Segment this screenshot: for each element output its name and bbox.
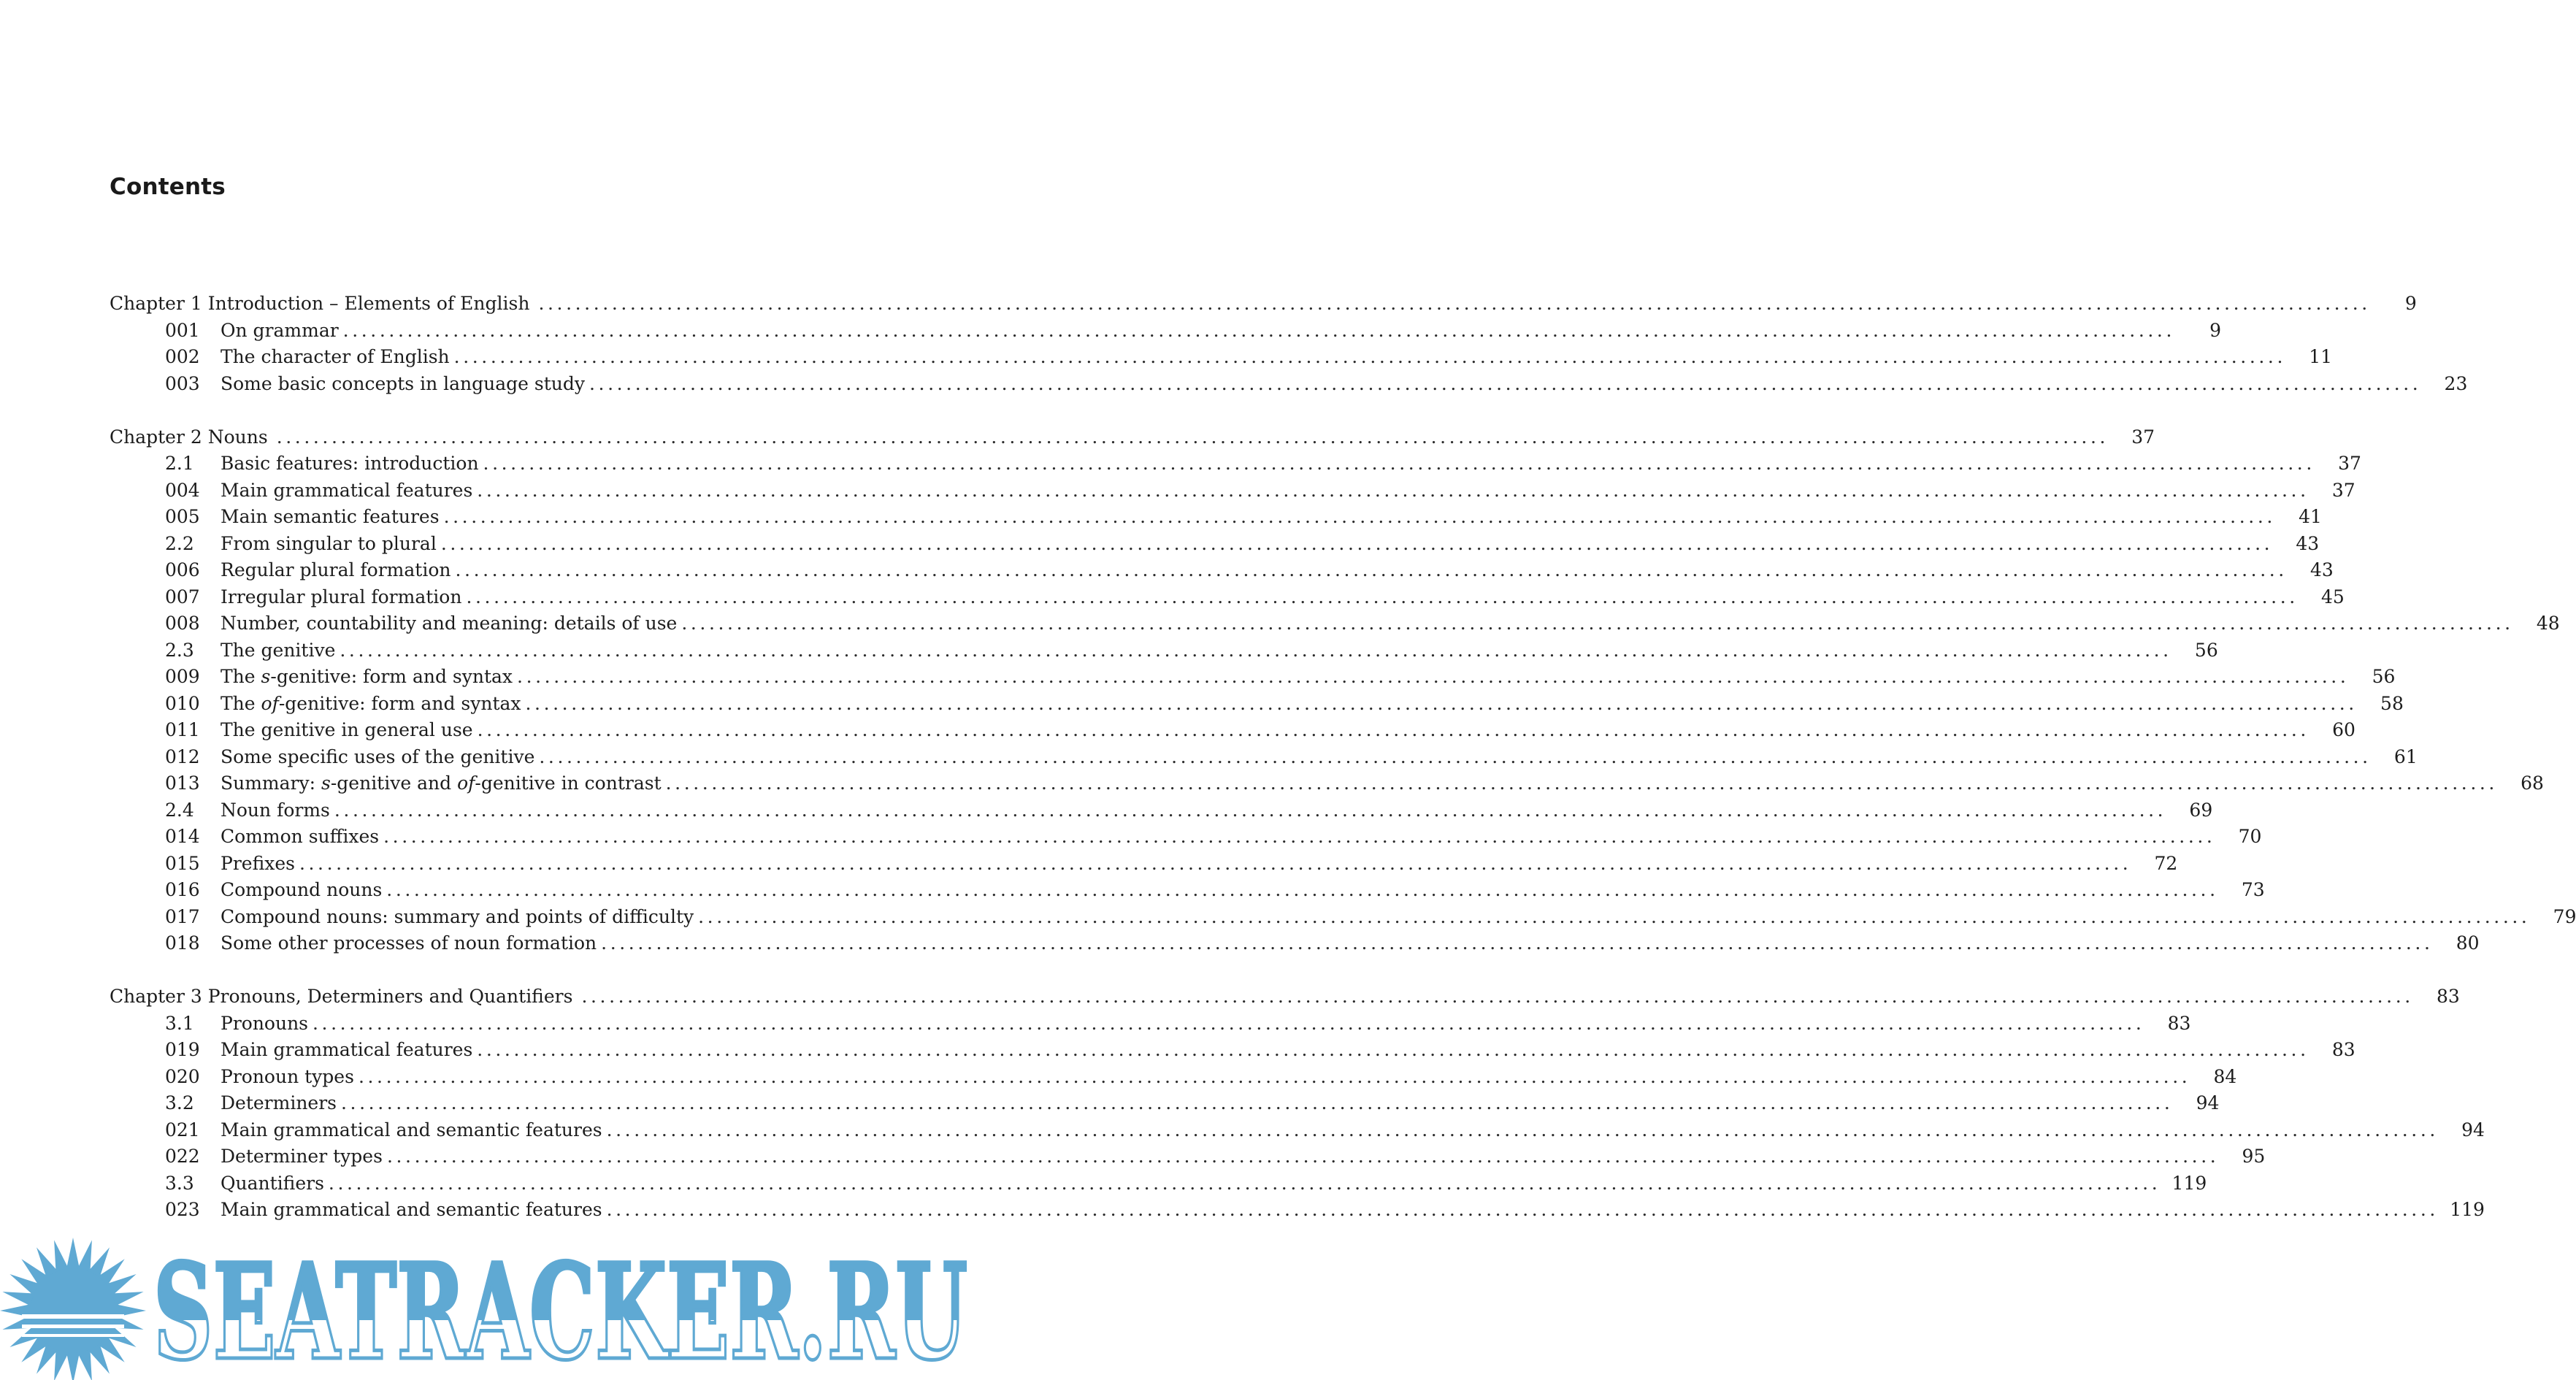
section-number: 012: [165, 745, 200, 767]
chapter-title: Chapter 2 Nouns: [110, 426, 268, 448]
section-title: The genitive: [221, 639, 336, 661]
dot-leader: ........................................................................................................................................................................................................: [313, 1012, 2145, 1034]
dot-leader: ........................................................................................................................................................................................................: [681, 613, 2514, 634]
page-number: 58: [2380, 692, 2404, 714]
toc-entry-row[interactable]: [110, 904, 2576, 931]
chapter-heading-row[interactable]: [110, 291, 2417, 318]
dot-leader: ........................................................................................................................................................................................................: [466, 586, 2299, 607]
page-number: 69: [2189, 799, 2213, 821]
section-number: 016: [165, 879, 200, 900]
section-title: Compound nouns: summary and points of difficulty: [221, 905, 694, 927]
toc-entry-row[interactable]: [110, 344, 2333, 371]
page-number: 79: [2553, 905, 2576, 927]
section-title: Prefixes: [221, 852, 295, 874]
section-number: 014: [165, 826, 200, 847]
page-number: 119: [2171, 1172, 2207, 1194]
toc-entry-row[interactable]: [110, 1143, 2266, 1170]
toc-entry-row[interactable]: [110, 744, 2418, 771]
section-title: Determiner types: [221, 1146, 383, 1167]
dot-leader: ........................................................................................................................................................................................................: [539, 745, 2372, 767]
dot-leader: ........................................................................................................................................................................................................: [340, 639, 2172, 661]
section-title: Summary: s-genitive and of-genitive in contrast: [221, 773, 662, 794]
toc-entry-row[interactable]: [110, 717, 2355, 744]
section-number: 020: [165, 1065, 200, 1087]
sun-icon: [0, 1238, 146, 1380]
section-title: Main grammatical and semantic features: [221, 1199, 602, 1220]
section-number: 009: [165, 666, 200, 687]
section-number: 006: [165, 559, 200, 580]
dot-leader: ........................................................................................................................................................................................................: [328, 1172, 2161, 1194]
dot-leader: ........................................................................................................................................................................................................: [589, 372, 2422, 394]
section-title: From singular to plural: [221, 532, 437, 554]
page-number: 37: [2331, 479, 2355, 501]
section-number: 015: [165, 852, 200, 874]
chapter-block: [110, 424, 2576, 957]
toc-entry-row[interactable]: [110, 877, 2265, 904]
dot-leader: ........................................................................................................................................................................................................: [358, 1065, 2191, 1087]
page-number: 68: [2521, 773, 2544, 794]
section-number: 004: [165, 479, 200, 501]
dot-leader: ........................................................................................................................................................................................................: [477, 1039, 2309, 1060]
page-number: 84: [2213, 1065, 2237, 1087]
section-number: 003: [165, 372, 200, 394]
section-title: Main grammatical and semantic features: [221, 1119, 602, 1141]
toc-entry-row[interactable]: [110, 584, 2345, 611]
section-title: Compound nouns: [221, 879, 383, 900]
section-number: 3.1: [165, 1012, 194, 1034]
section-number: 005: [165, 506, 200, 527]
section-number: 022: [165, 1146, 200, 1167]
toc-entry-row[interactable]: [110, 1090, 2220, 1117]
dot-leader: ........................................................................................................................................................................................................: [525, 692, 2358, 714]
section-title: The character of English: [221, 346, 450, 367]
page-number: 9: [2404, 293, 2417, 314]
toc-entry-row[interactable]: [110, 851, 2178, 878]
page-number: 61: [2393, 745, 2418, 767]
section-number: 008: [165, 613, 200, 634]
section-number: 017: [165, 905, 200, 927]
page-number: 37: [2338, 453, 2361, 474]
section-title: Noun forms: [221, 799, 330, 821]
toc-entry-row[interactable]: [110, 770, 2544, 797]
section-title: The genitive in general use: [221, 719, 473, 740]
dot-leader: ........................................................................................................................................................................................................: [477, 479, 2309, 501]
dot-leader: ........................................................................................................................................................................................................: [299, 852, 2132, 874]
toc-entry-row[interactable]: [110, 691, 2404, 718]
chapter-title: Chapter 3 Pronouns, Determiners and Quantifiers: [110, 986, 573, 1007]
page-number: 73: [2241, 879, 2265, 900]
section-title: Main grammatical features: [221, 1039, 473, 1060]
toc-entry-row[interactable]: [110, 1170, 2207, 1197]
section-title: Number, countability and meaning: details of use: [221, 613, 678, 634]
page-number: 11: [2309, 346, 2333, 367]
dot-leader: ........................................................................................................................................................................................................: [517, 666, 2350, 687]
toc-entry-row[interactable]: [110, 371, 2468, 398]
dot-leader: ........................................................................................................................................................................................................: [440, 532, 2274, 554]
page-number: 9: [2209, 319, 2222, 341]
dot-leader: ........................................................................................................................................................................................................: [276, 426, 2109, 448]
page-number: 48: [2536, 613, 2560, 634]
section-title: Basic features: introduction: [221, 453, 479, 474]
section-number: 018: [165, 932, 200, 954]
section-number: 2.1: [165, 453, 194, 474]
section-title: Pronoun types: [221, 1065, 354, 1087]
page-number: 83: [2331, 1039, 2355, 1060]
section-number: 021: [165, 1119, 200, 1141]
watermark-logo: [0, 1234, 978, 1380]
section-number: 2.3: [165, 639, 194, 661]
section-title: On grammar: [221, 319, 339, 341]
page-number: 80: [2456, 932, 2480, 954]
section-number: 010: [165, 692, 200, 714]
page-number: 95: [2242, 1146, 2266, 1167]
page-number: 56: [2194, 639, 2218, 661]
section-title: Main semantic features: [221, 506, 440, 527]
section-title: Quantifiers: [221, 1172, 324, 1194]
page-number: 56: [2372, 666, 2396, 687]
page-number: 41: [2299, 506, 2322, 527]
page-number: 37: [2131, 426, 2155, 448]
section-title: Determiners: [221, 1092, 337, 1113]
chapter-heading-row[interactable]: [110, 984, 2460, 1011]
dot-leader: ........................................................................................................................................................................................................: [601, 932, 2434, 954]
section-title: Some other processes of noun formation: [221, 932, 597, 954]
toc-entry-row[interactable]: [110, 557, 2334, 584]
dot-leader: ........................................................................................................................................................................................................: [443, 506, 2276, 527]
section-title: Common suffixes: [221, 826, 380, 847]
section-number: 001: [165, 319, 200, 341]
dot-leader: ........................................................................................................................................................................................................: [538, 293, 2371, 314]
page-number: 60: [2332, 719, 2355, 740]
toc-entry-row[interactable]: [110, 531, 2320, 558]
page-number: 119: [2450, 1199, 2485, 1220]
section-number: 3.3: [165, 1172, 194, 1194]
page-number: 83: [2167, 1012, 2191, 1034]
toc-entry-row[interactable]: [110, 504, 2322, 531]
section-number: 011: [165, 719, 200, 740]
toc-entry-row[interactable]: [110, 610, 2560, 637]
dot-leader: ........................................................................................................................................................................................................: [386, 879, 2219, 900]
dot-leader: ........................................................................................................................................................................................................: [383, 826, 2216, 847]
chapter-block: [110, 291, 2468, 397]
toc-entry-row[interactable]: [110, 1064, 2237, 1091]
toc-entry-row[interactable]: [110, 664, 2396, 691]
dot-leader: ........................................................................................................................................................................................................: [483, 453, 2315, 474]
dot-leader: ........................................................................................................................................................................................................: [665, 773, 2498, 794]
toc-entry-row[interactable]: [110, 451, 2361, 478]
page-number: 23: [2444, 372, 2468, 394]
toc-entry-row[interactable]: [110, 1037, 2355, 1064]
section-number: 007: [165, 586, 200, 607]
chapter-heading-row[interactable]: [110, 424, 2155, 451]
page-number: 83: [2436, 986, 2460, 1007]
section-number: 3.2: [165, 1092, 194, 1113]
dot-leader: ........................................................................................................................................................................................................: [334, 799, 2167, 821]
page-number: 43: [2310, 559, 2334, 580]
section-title: The of-genitive: form and syntax: [221, 692, 521, 714]
toc-entry-row[interactable]: [110, 797, 2213, 824]
watermark-text: SEATRACKER.RU: [153, 1235, 967, 1380]
dot-leader: ........................................................................................................................................................................................................: [455, 559, 2288, 580]
section-title: Main grammatical features: [221, 479, 473, 501]
dot-leader: ........................................................................................................................................................................................................: [606, 1119, 2439, 1141]
toc-entry-row[interactable]: [110, 1117, 2485, 1144]
section-title: Some specific uses of the genitive: [221, 745, 535, 767]
table-of-contents: [110, 291, 2576, 1250]
page-number: 94: [2196, 1092, 2220, 1113]
section-number: 023: [165, 1199, 200, 1220]
dot-leader: ........................................................................................................................................................................................................: [698, 905, 2531, 927]
section-number: 2.2: [165, 532, 194, 554]
toc-entry-row[interactable]: [110, 1197, 2485, 1224]
section-number: 2.4: [165, 799, 194, 821]
dot-leader: ........................................................................................................................................................................................................: [581, 986, 2414, 1007]
toc-entry-row[interactable]: [110, 824, 2262, 851]
dot-leader: ........................................................................................................................................................................................................: [386, 1146, 2220, 1167]
dot-leader: ........................................................................................................................................................................................................: [342, 319, 2176, 341]
chapter-block: [110, 984, 2485, 1224]
page-number: 94: [2461, 1119, 2485, 1141]
section-number: 002: [165, 346, 200, 367]
section-title: Pronouns: [221, 1012, 309, 1034]
page-number: 45: [2320, 586, 2345, 607]
toc-entry-row[interactable]: [110, 318, 2222, 345]
page-number: 70: [2238, 826, 2262, 847]
section-title: Regular plural formation: [221, 559, 451, 580]
page-title: Contents: [110, 174, 226, 200]
section-title: The s-genitive: form and syntax: [221, 666, 513, 687]
toc-entry-row[interactable]: [110, 930, 2480, 957]
toc-entry-row[interactable]: [110, 478, 2355, 505]
dot-leader: ........................................................................................................................................................................................................: [477, 719, 2309, 740]
section-number: 019: [165, 1039, 200, 1060]
dot-leader: ........................................................................................................................................................................................................: [453, 346, 2287, 367]
dot-leader: ........................................................................................................................................................................................................: [606, 1199, 2439, 1220]
toc-entry-row[interactable]: [110, 1011, 2191, 1038]
section-number: 013: [165, 773, 200, 794]
page-number: 72: [2154, 852, 2178, 874]
page-number: 43: [2296, 532, 2320, 554]
section-title: Some basic concepts in language study: [221, 372, 585, 394]
dot-leader: ........................................................................................................................................................................................................: [341, 1092, 2174, 1113]
section-title: Irregular plural formation: [221, 586, 462, 607]
chapter-title: Chapter 1 Introduction – Elements of English: [110, 293, 530, 314]
toc-entry-row[interactable]: [110, 637, 2218, 664]
